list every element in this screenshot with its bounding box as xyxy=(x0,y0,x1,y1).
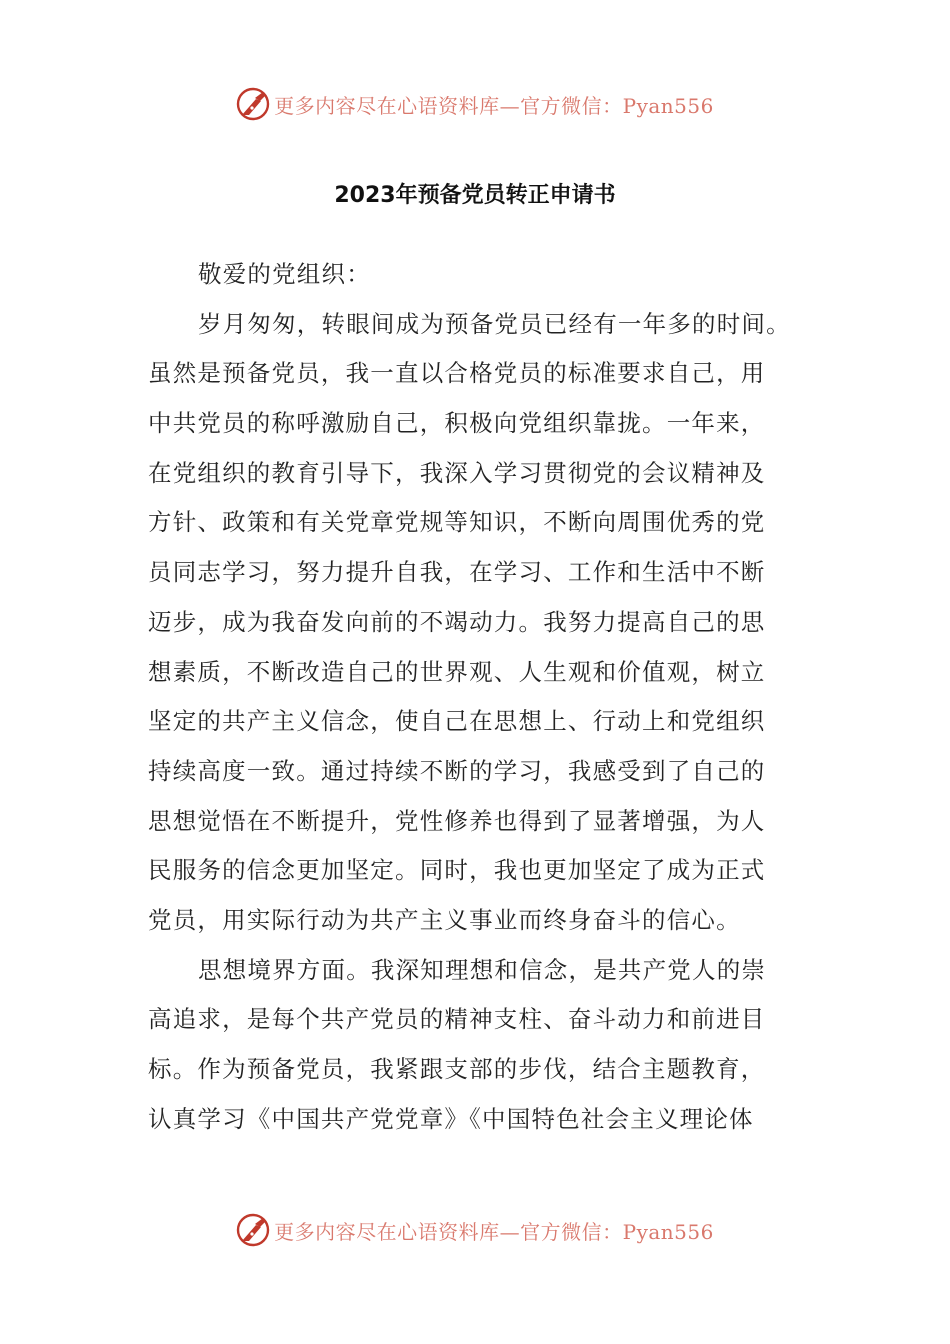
salutation-line: 敬爱的党组织： xyxy=(198,260,371,288)
header-banner xyxy=(0,84,950,124)
pen-nib-logo-icon xyxy=(236,87,270,121)
paragraph-line: 民服务的信念更加坚定。同时，我也更加坚定了成为正式 xyxy=(148,856,766,885)
paragraph-line: 方针、政策和有关党章党规等知识，不断向周围优秀的党 xyxy=(148,508,766,537)
paragraph-line: 思想境界方面。我深知理想和信念，是共产党人的崇 xyxy=(198,955,767,984)
paragraph-line: 岁月匆匆，转眼间成为预备党员已经有一年多的时间。 xyxy=(198,309,791,338)
paragraph-line: 高追求，是每个共产党员的精神支柱、奋斗动力和前进目 xyxy=(148,1005,766,1034)
paragraph-line: 员同志学习，努力提升自我，在学习、工作和生活中不断 xyxy=(148,558,766,587)
footer-banner-text: 更多内容尽在心语资料库—官方微信：Pyan556 xyxy=(274,1219,714,1244)
pen-nib-logo-icon xyxy=(236,1213,270,1247)
paragraph-line: 想素质，不断改造自己的世界观、人生观和价值观，树立 xyxy=(148,657,766,686)
paragraph-line: 迈步，成为我奋发向前的不竭动力。我努力提高自己的思 xyxy=(148,607,766,636)
document-title: 2023年预备党员转正申请书 xyxy=(334,183,616,208)
header-banner-text: 更多内容尽在心语资料库—官方微信：Pyan556 xyxy=(274,93,714,118)
paragraph-line: 党员，用实际行动为共产主义事业而终身奋斗的信心。 xyxy=(148,905,741,934)
paragraph-line: 中共党员的称呼激励自己，积极向党组织靠拢。一年来， xyxy=(148,409,766,438)
footer-banner xyxy=(0,1210,950,1250)
paragraph-line: 标。作为预备党员，我紧跟支部的步伐，结合主题教育， xyxy=(148,1055,766,1083)
paragraph-line: 坚定的共产主义信念，使自己在思想上、行动上和党组织 xyxy=(148,707,766,736)
document-body xyxy=(148,250,802,1144)
paragraph-line: 虽然是预备党员，我一直以合格党员的标准要求自己，用 xyxy=(148,359,766,388)
paragraph-line: 在党组织的教育引导下，我深入学习贯彻党的会议精神及 xyxy=(148,458,766,487)
paragraph-line: 持续高度一致。通过持续不断的学习，我感受到了自己的 xyxy=(148,756,766,785)
paragraph-line: 思想觉悟在不断提升，党性修养也得到了显著增强，为人 xyxy=(148,806,766,835)
paragraph-line: 认真学习《中国共产党党章》《中国特色社会主义理论体 xyxy=(148,1104,754,1133)
